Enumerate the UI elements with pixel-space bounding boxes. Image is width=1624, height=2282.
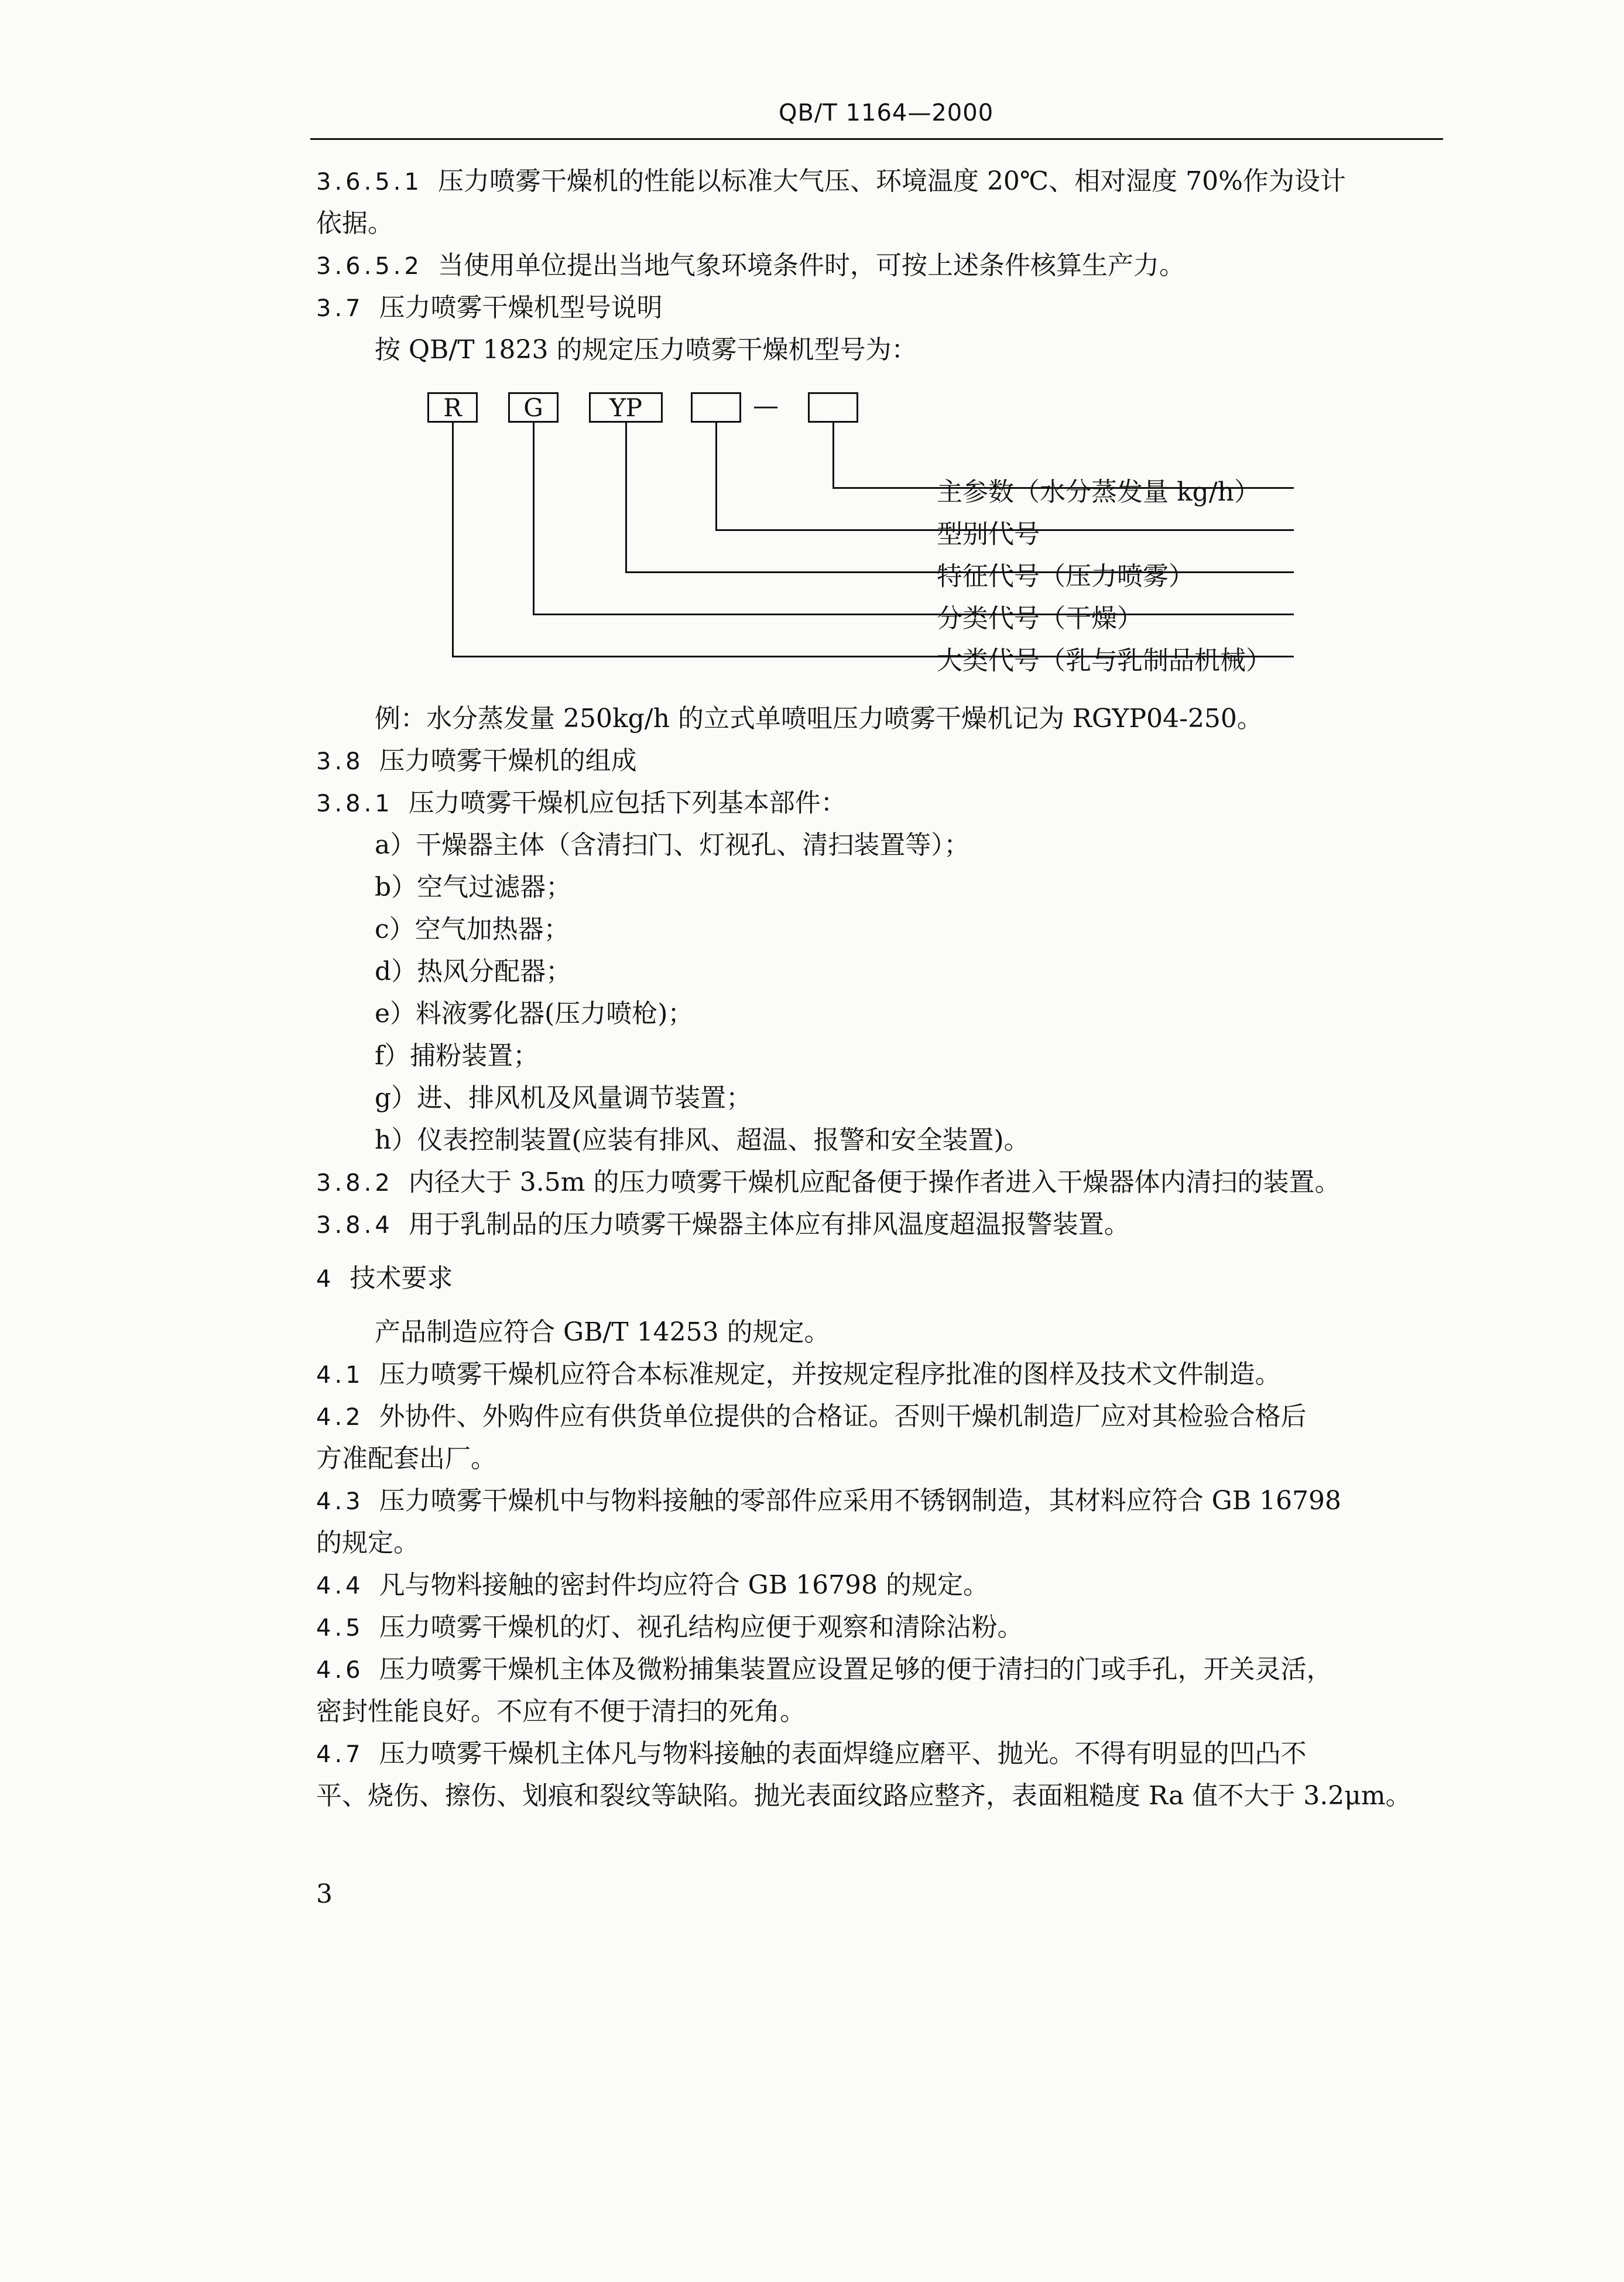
- document-header: QB/T 1164—2000: [779, 100, 994, 126]
- clause-text: 产品制造应符合 GB/T 14253 的规定。: [375, 1317, 830, 1347]
- label-feature-code: 特征代号（压力喷雾）: [937, 561, 1194, 591]
- clause-text: 方准配套出厂。: [316, 1444, 496, 1474]
- clause-text: 按 QB/T 1823 的规定压力喷雾干燥机型号为：: [375, 335, 917, 365]
- clause-text: 内径大于 3.5m 的压力喷雾干燥机应配备便于操作者进入干燥器体内清扫的装置。: [408, 1167, 1341, 1197]
- paragraph-4-2: [316, 1400, 1307, 1434]
- clause-text: 例：水分蒸发量 250kg/h 的立式单喷咀压力喷雾干燥机记为 RGYP04-250。: [375, 704, 1263, 734]
- clause-number: 4.1: [316, 1362, 364, 1389]
- label-type-code: 型别代号: [937, 519, 1040, 549]
- list-item-text: d）热风分配器；: [375, 957, 572, 986]
- list-item: [375, 1082, 752, 1115]
- heading-3-7: [316, 292, 663, 325]
- code-box-g: G: [508, 392, 559, 423]
- model-intro-text: [375, 334, 917, 366]
- connector-line: [715, 423, 717, 530]
- connector-line: [625, 423, 627, 573]
- clause-number: 3.6.5.2: [316, 253, 423, 280]
- clause-number: 4.2: [316, 1404, 364, 1431]
- header-rule: [310, 138, 1443, 140]
- paragraph-4-3: [316, 1485, 1341, 1518]
- paragraph-3-6-5-2: [316, 249, 1185, 283]
- connector-line: [452, 423, 454, 657]
- clause-number: 4.7: [316, 1741, 364, 1768]
- paragraph-4-7: [316, 1738, 1307, 1771]
- clause-text: 依据。: [316, 208, 393, 238]
- list-item: [375, 955, 571, 988]
- example-text: [375, 703, 1263, 735]
- clause-text: 技术要求: [350, 1263, 453, 1293]
- clause-number: 4: [316, 1266, 335, 1293]
- clause-number: 3.6.5.1: [316, 169, 423, 196]
- code-box-yp: YP: [589, 392, 663, 423]
- paragraph-4-6: [316, 1653, 1332, 1687]
- label-classification-code: 分类代号（干燥）: [937, 604, 1143, 633]
- clause-text: 当使用单位提出当地气象环境条件时，可按上述条件核算生产力。: [437, 251, 1185, 280]
- list-item-text: g）进、排风机及风量调节装置；: [375, 1083, 752, 1113]
- connector-line: [832, 423, 834, 488]
- list-item-text: b）空气过滤器；: [375, 872, 572, 902]
- intro-text: [375, 1316, 830, 1349]
- list-item-text: f）捕粉装置；: [375, 1041, 539, 1071]
- clause-text: 平、烧伤、擦伤、划痕和裂纹等缺陷。抛光表面纹路应整齐，表面粗糙度 Ra 值不大于 3.2μm。: [316, 1781, 1411, 1811]
- list-item-text: a）干燥器主体（含清扫门、灯视孔、清扫装置等）；: [375, 830, 970, 860]
- clause-text: 压力喷雾干燥机的灯、视孔结构应便于观察和清除沾粉。: [379, 1612, 1023, 1642]
- paragraph-3-8-1: [316, 787, 847, 820]
- list-item: [375, 1040, 539, 1073]
- code-box-type: [691, 392, 741, 423]
- label-main-parameter: 主参数（水分蒸发量 kg/h）: [937, 477, 1260, 507]
- model-code-diagram: [410, 369, 1347, 697]
- code-box-param: [808, 392, 858, 423]
- list-item-text: e）料液雾化器(压力喷枪)；: [375, 999, 694, 1029]
- list-item: [375, 913, 570, 946]
- connector-line: [533, 614, 1294, 615]
- page-number: 3: [316, 1879, 333, 1909]
- clause-text: 压力喷雾干燥机中与物料接触的零部件应采用不锈钢制造，其材料应符合 GB 16798: [379, 1486, 1342, 1516]
- clause-number: 3.8.4: [316, 1212, 393, 1239]
- label-category-code: 大类代号（乳与乳制品机械）: [937, 646, 1272, 676]
- clause-text: 压力喷雾干燥机型号说明: [379, 293, 663, 323]
- paragraph-4-1: [316, 1358, 1281, 1392]
- clause-text: 压力喷雾干燥机应包括下列基本部件：: [408, 788, 847, 818]
- clause-text: 压力喷雾干燥机的组成: [379, 746, 637, 776]
- clause-number: 3.8.2: [316, 1170, 393, 1197]
- paragraph-continuation: [316, 1527, 419, 1560]
- clause-text: 凡与物料接触的密封件均应符合 GB 16798 的规定。: [379, 1570, 989, 1600]
- paragraph-continuation: [316, 1442, 496, 1475]
- heading-3-8: [316, 745, 637, 778]
- clause-text: 压力喷雾干燥机应符合本标准规定，并按规定程序批准的图样及技术文件制造。: [379, 1359, 1281, 1389]
- paragraph-continuation: [316, 207, 393, 240]
- paragraph-continuation: [316, 1695, 806, 1728]
- code-dash: —: [753, 391, 779, 421]
- clause-text: 密封性能良好。不应有不便于清扫的死角。: [316, 1697, 806, 1726]
- clause-number: 4.4: [316, 1572, 364, 1599]
- list-item: [375, 998, 693, 1030]
- heading-4: [316, 1262, 453, 1296]
- clause-number: 3.8: [316, 748, 364, 775]
- paragraph-3-8-2: [316, 1166, 1340, 1200]
- clause-text: 压力喷雾干燥机主体及微粉捕集装置应设置足够的便于清扫的门或手孔，开关灵活，: [379, 1654, 1332, 1684]
- clause-number: 3.7: [316, 295, 364, 322]
- paragraph-4-4: [316, 1569, 989, 1602]
- paragraph-continuation: [316, 1780, 1411, 1812]
- list-item: [375, 829, 969, 862]
- clause-number: 4.6: [316, 1657, 364, 1684]
- clause-text: 压力喷雾干燥机的性能以标准大气压、环境温度 20℃、相对湿度 70%作为设计: [437, 166, 1346, 196]
- paragraph-3-8-4: [316, 1208, 1130, 1242]
- clause-number: 3.8.1: [316, 790, 393, 817]
- code-box-r: R: [427, 392, 478, 423]
- connector-line: [533, 423, 535, 615]
- clause-number: 4.3: [316, 1488, 364, 1515]
- clause-text: 用于乳制品的压力喷雾干燥器主体应有排风温度超温报警装置。: [408, 1209, 1130, 1239]
- paragraph-4-5: [316, 1611, 1023, 1644]
- list-item: [375, 871, 571, 904]
- list-item: [375, 1124, 1030, 1157]
- clause-number: 4.5: [316, 1615, 364, 1642]
- list-item-text: c）空气加热器；: [375, 914, 570, 944]
- paragraph-3-6-5-1: [316, 165, 1346, 198]
- clause-text: 的规定。: [316, 1528, 419, 1558]
- clause-text: 外协件、外购件应有供货单位提供的合格证。否则干燥机制造厂应对其检验合格后: [379, 1402, 1307, 1431]
- list-item-text: h）仪表控制装置(应装有排风、超温、报警和安全装置)。: [375, 1125, 1030, 1155]
- clause-text: 压力喷雾干燥机主体凡与物料接触的表面焊缝应磨平、抛光。不得有明显的凹凸不: [379, 1739, 1307, 1769]
